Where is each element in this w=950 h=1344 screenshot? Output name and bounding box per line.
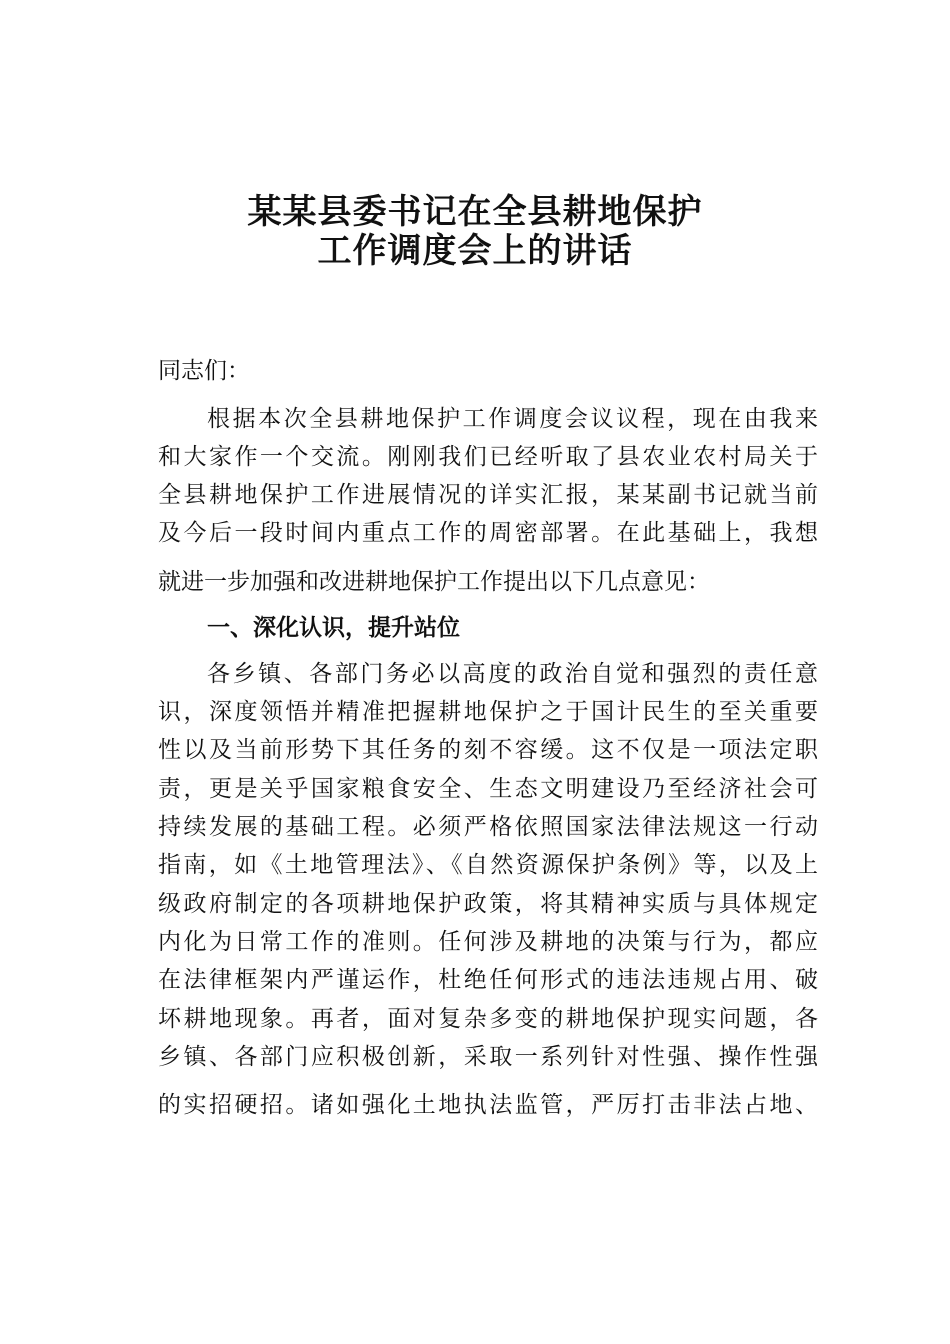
salutation: 同志们： [158,358,250,384]
section-heading: 一、深化认识，提升站位 [207,615,460,641]
paragraph2-line: 乡镇、各部门应积极创新，采取一系列针对性强、操作性强 [158,1044,818,1070]
document-title-line-2: 工作调度会上的讲话 [317,231,633,271]
paragraph2-line: 级政府制定的各项耕地保护政策，将其精神实质与具体规定 [158,891,818,917]
paragraph1-line: 就进一步加强和改进耕地保护工作提出以下几点意见： [158,569,710,595]
paragraph1-line: 全县耕地保护工作进展情况的详实汇报，某某副书记就当前 [158,482,818,508]
paragraph2-line: 责，更是关乎国家粮食安全、生态文明建设乃至经济社会可 [158,776,818,802]
paragraph2-line: 指南，如《土地管理法》、《自然资源保护条例》等，以及上 [158,852,818,878]
paragraph2-line: 性以及当前形势下其任务的刻不容缓。这不仅是一项法定职 [158,737,818,763]
paragraph1-line: 及今后一段时间内重点工作的周密部署。在此基础上，我想 [158,520,818,546]
paragraph2-line: 坏耕地现象。再者，面对复杂多变的耕地保护现实问题，各 [158,1006,818,1032]
paragraph2-line: 的实招硬招。诸如强化土地执法监管，严厉打击非法占地、 [158,1092,818,1118]
paragraph1-line: 根据本次全县耕地保护工作调度会议议程，现在由我来 [207,406,818,432]
document-title-line-1: 某某县委书记在全县耕地保护 [247,192,703,232]
paragraph2-line: 识，深度领悟并精准把握耕地保护之于国计民生的至关重要 [158,699,818,725]
paragraph2-line: 各乡镇、各部门务必以高度的政治自觉和强烈的责任意 [207,661,818,687]
paragraph2-line: 持续发展的基础工程。必须严格依照国家法律法规这一行动 [158,814,818,840]
paragraph1-line: 和大家作一个交流。刚刚我们已经听取了县农业农村局关于 [158,444,818,470]
paragraph2-line: 在法律框架内严谨运作，杜绝任何形式的违法违规占用、破 [158,967,818,993]
paragraph2-line: 内化为日常工作的准则。任何涉及耕地的决策与行为，都应 [158,929,818,955]
